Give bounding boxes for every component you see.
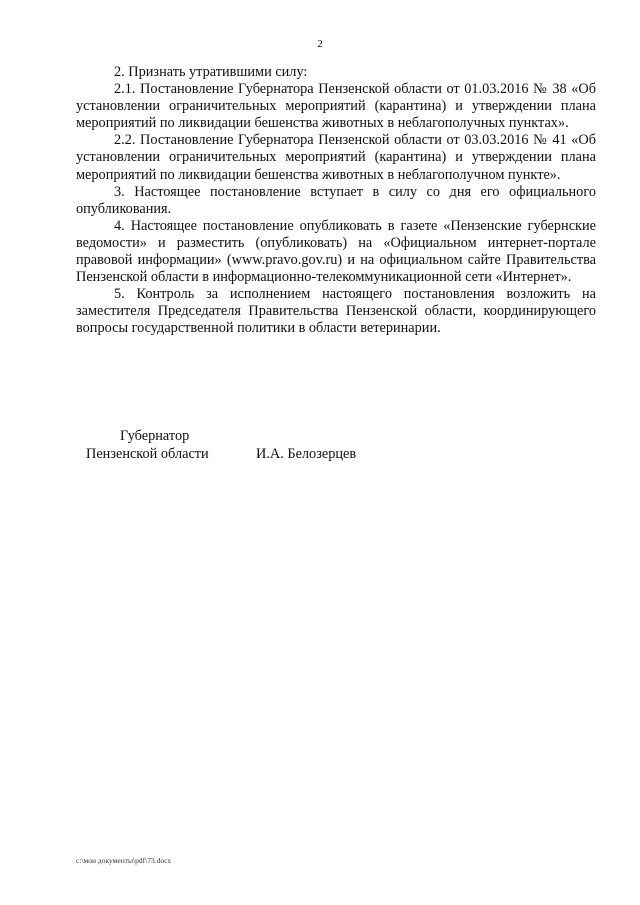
signature-region: Пензенской области	[86, 445, 209, 462]
page-number: 2	[317, 38, 323, 50]
paragraph-entry-into-force: 3. Настоящее постановление вступает в силу со дня его официального опубликования.	[76, 183, 596, 217]
paragraph-publication: 4. Настоящее постановление опубликовать в газете «Пензенские губернские ведомости» и разместить (опубликовать) на «Официальном интернет-портале правовой информации» (www.pravo.gov.ru) и на официальном сайте Правительства Пензенской области в информационно-телекоммуникационной сети «Интернет».	[76, 217, 596, 286]
paragraph-repeal-2-1: 2.1. Постановление Губернатора Пензенской области от 01.03.2016 № 38 «Об установлении ограничительных мероприятий (карантина) и утверждении плана мероприятий по ликвидации бешенства животных в неблагополучных пунктах».	[76, 81, 596, 132]
paragraph-control: 5. Контроль за исполнением настоящего постановления возложить на заместителя Председателя Правительства Пензенской области, координирующего вопросы государственной политики в области ветеринарии.	[76, 286, 596, 337]
paragraph-repeal-2-2: 2.2. Постановление Губернатора Пензенской области от 03.03.2016 № 41 «Об установлении ограничительных мероприятий (карантина) и утверждении плана мероприятий по ликвидации бешенства животных в неблагополучном пункте».	[76, 132, 596, 183]
signature-block	[86, 428, 356, 463]
paragraph-repeal-heading: 2. Признать утратившими силу:	[114, 64, 308, 80]
document-body	[76, 64, 596, 338]
signature-title: Губернатор	[120, 428, 190, 444]
signature-name: И.А. Белозерцев	[256, 445, 357, 462]
footer-file-path: c:\мои документы\pdf\73.docx	[76, 856, 172, 865]
